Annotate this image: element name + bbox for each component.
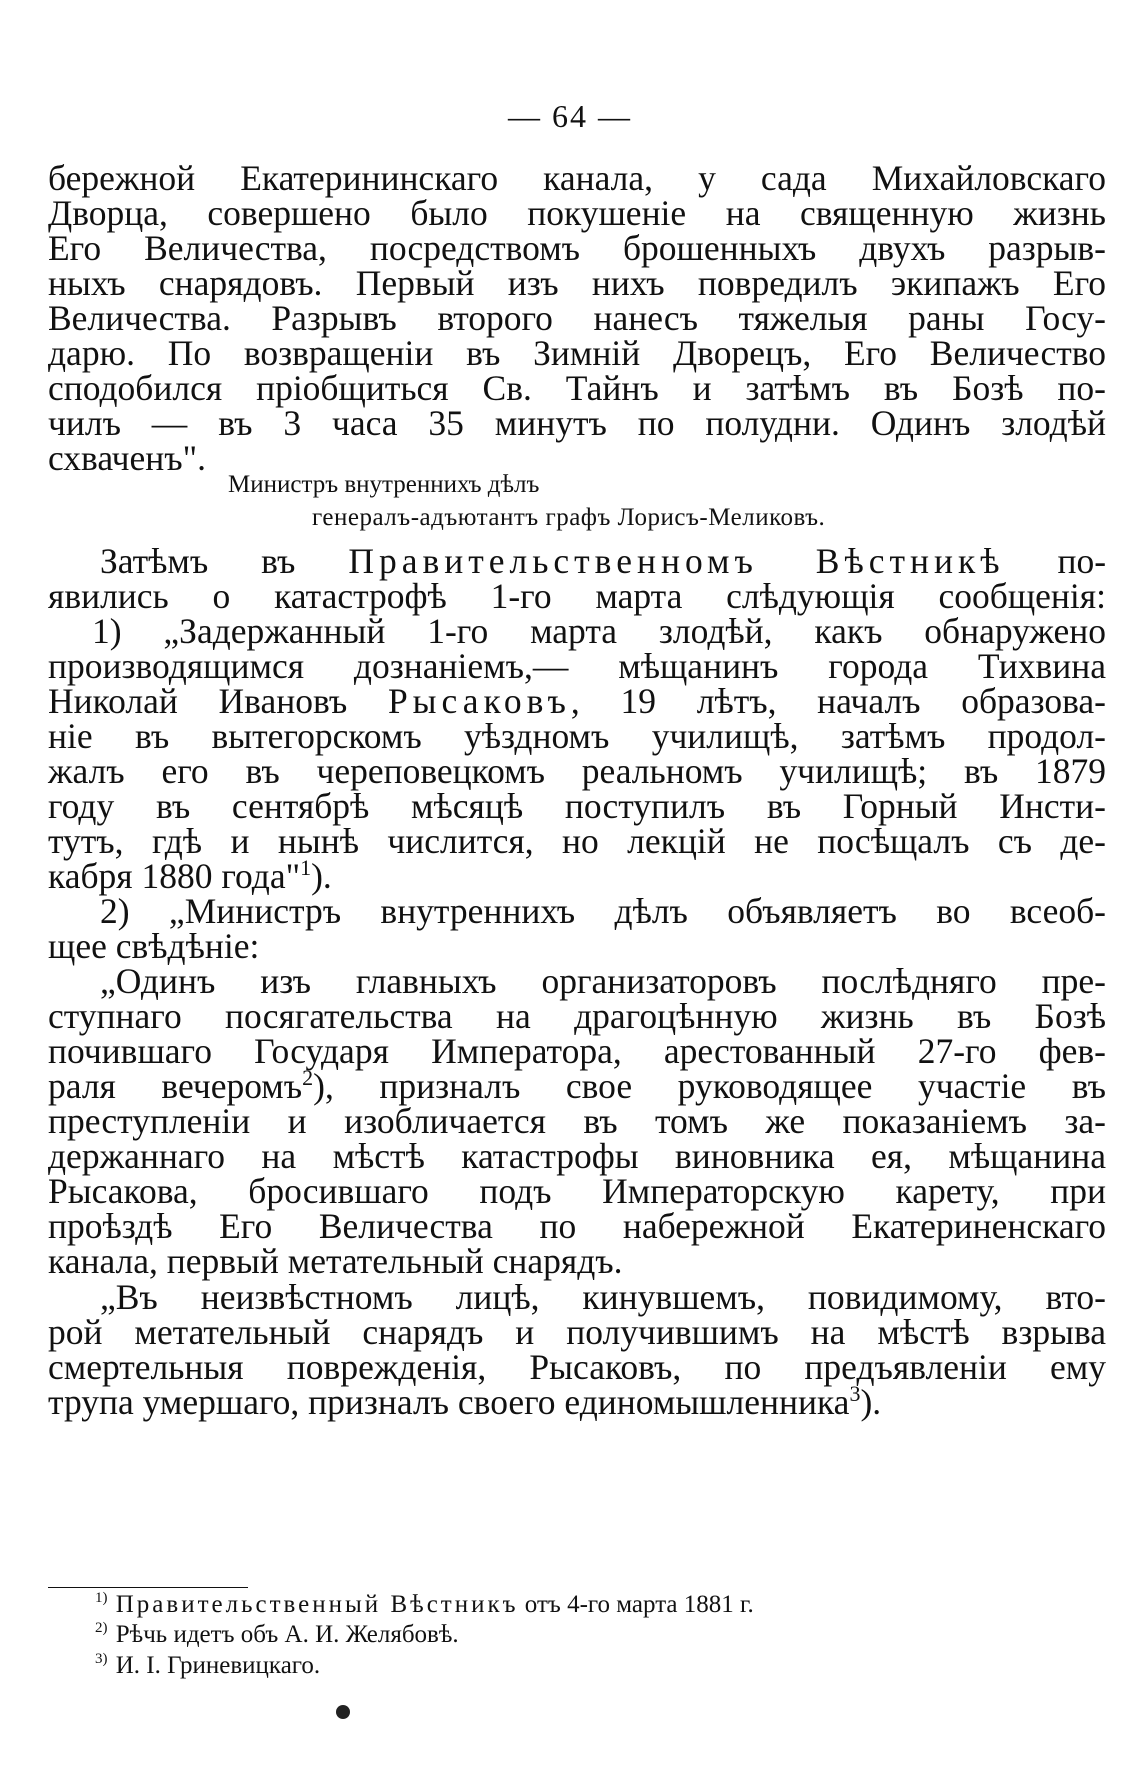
- footnote-ref: 1: [300, 855, 312, 881]
- text-span: по-: [1057, 541, 1107, 581]
- footnote-mark: 3): [95, 1651, 108, 1667]
- page-number: — 64 —: [508, 98, 632, 134]
- footnote: [95, 1620, 459, 1649]
- text-line: рой метательный снарядъ и получившимъ на мѣстѣ взрыва: [48, 1312, 1106, 1352]
- text-line: явились о катастрофѣ 1-го марта слѣдующія сообщенія:: [48, 576, 1106, 616]
- footnote-mark: 2): [95, 1620, 108, 1636]
- text-line: держаннаго на мѣстѣ катастрофы виновника ея, мѣщанина: [48, 1136, 1106, 1176]
- text-line: почившаго Государя Императора, арестованный 27-го фев-: [48, 1031, 1106, 1071]
- ink-blot-icon: [336, 1705, 350, 1719]
- text-line: ныхъ снарядовъ. Первый изъ нихъ повредилъ экипажъ Его: [48, 263, 1106, 303]
- text-line: чилъ — въ 3 часа 35 минутъ по полудни. Одинъ злодѣй: [48, 403, 1106, 443]
- footnote: [95, 1651, 320, 1680]
- text-line: ступнаго посягательства на драгоцѣнную жизнь въ Бозѣ: [48, 996, 1106, 1036]
- text-line: бережной Екатерининскаго канала, у сада Михайловскаго: [48, 158, 1106, 198]
- text-span: кабря 1880 года": [48, 856, 301, 896]
- footnote-text: Рѣчь идетъ объ А. И. Желябовѣ.: [115, 1621, 459, 1648]
- person-name: Рысаковъ: [387, 681, 571, 721]
- text-line: сподобился пріобщиться Св. Тайнъ и затѣмъ въ Бозѣ по-: [48, 368, 1106, 408]
- text-line: Рысакова, бросившаго подъ Императорскую карету, при: [48, 1171, 1106, 1211]
- text-line: жалъ его въ череповецкомъ реальномъ училищѣ; въ 1879: [48, 751, 1106, 791]
- footnote-ref: 3: [849, 1381, 861, 1407]
- text-span: Николай Ивановъ: [48, 681, 348, 721]
- newspaper-title: Правительственномъ Вѣстникѣ: [348, 541, 1005, 581]
- text-line: году въ сентябрѣ мѣсяцѣ поступилъ въ Горный Инсти-: [48, 786, 1106, 826]
- footnote-mark: 1): [95, 1590, 108, 1606]
- text-line: 1) „Задержанный 1-го марта злодѣй, какъ обнаружено: [92, 611, 1106, 651]
- text-line: Дворца, совершено было покушеніе на священную жизнь: [48, 193, 1106, 233]
- text-line: Величества. Разрывъ второго нанесъ тяжелыя раны Госу-: [48, 298, 1106, 338]
- text-line: 2) „Министръ внутреннихъ дѣлъ объявляетъ во всеоб-: [100, 891, 1106, 931]
- text-line: [48, 1381, 1106, 1423]
- text-line: „Одинъ изъ главныхъ организаторовъ послѣдняго пре-: [100, 961, 1106, 1001]
- text-line: схваченъ".: [48, 438, 206, 478]
- footnote-source: Правительственный Вѣстникъ: [115, 1591, 519, 1618]
- footnote: [95, 1590, 754, 1619]
- text-line: ніе въ вытегорскомъ уѣздномъ училищѣ, затѣмъ продол-: [48, 716, 1106, 756]
- footnote-ref: 2: [302, 1065, 314, 1091]
- footnote-text: отъ 4-го марта 1881 г.: [518, 1591, 754, 1618]
- text-line: щее свѣдѣніе:: [48, 926, 260, 966]
- signature-name: генералъ-адъютантъ графъ Лорисъ-Меликовъ.: [312, 504, 826, 531]
- text-line: проѣздѣ Его Величества по набережной Екатериненскаго: [48, 1206, 1106, 1246]
- text-span: ).: [860, 1382, 882, 1422]
- signature-title: Министръ внутреннихъ дѣлъ: [228, 471, 540, 498]
- text-line: тутъ, гдѣ и нынѣ числится, но лекцій не посѣщалъ съ де-: [48, 821, 1106, 861]
- text-line: производящимся дознаніемъ,— мѣщанинъ города Тихвина: [48, 646, 1106, 686]
- text-line: преступленіи и изобличается въ томъ же показаніемъ за-: [48, 1101, 1106, 1141]
- text-line: смертельныя поврежденія, Рысаковъ, по предъявленіи ему: [48, 1347, 1106, 1387]
- footnote-text: И. І. Гриневицкаго.: [115, 1652, 321, 1679]
- text-line: „Въ неизвѣстномъ лицѣ, кинувшемъ, повидимому, вто-: [100, 1277, 1106, 1317]
- text-span: , 19 лѣтъ, началъ образова-: [570, 681, 1106, 721]
- text-line: канала, первый метательный снарядъ.: [48, 1241, 623, 1281]
- text-span: трупа умершаго, призналъ своего единомышленника: [48, 1382, 850, 1422]
- text-span: Затѣмъ въ: [100, 541, 296, 581]
- text-span: ), призналъ свое руководящее участіе въ: [313, 1066, 1106, 1106]
- text-line: Его Величества, посредствомъ брошенныхъ двухъ разрыв-: [48, 228, 1106, 268]
- text-span: ).: [311, 856, 332, 896]
- footnote-divider: [48, 1587, 248, 1588]
- text-line: дарю. По возвращеніи въ Зимній Дворецъ, Его Величество: [48, 333, 1106, 373]
- text-span: раля вечеромъ: [48, 1066, 303, 1106]
